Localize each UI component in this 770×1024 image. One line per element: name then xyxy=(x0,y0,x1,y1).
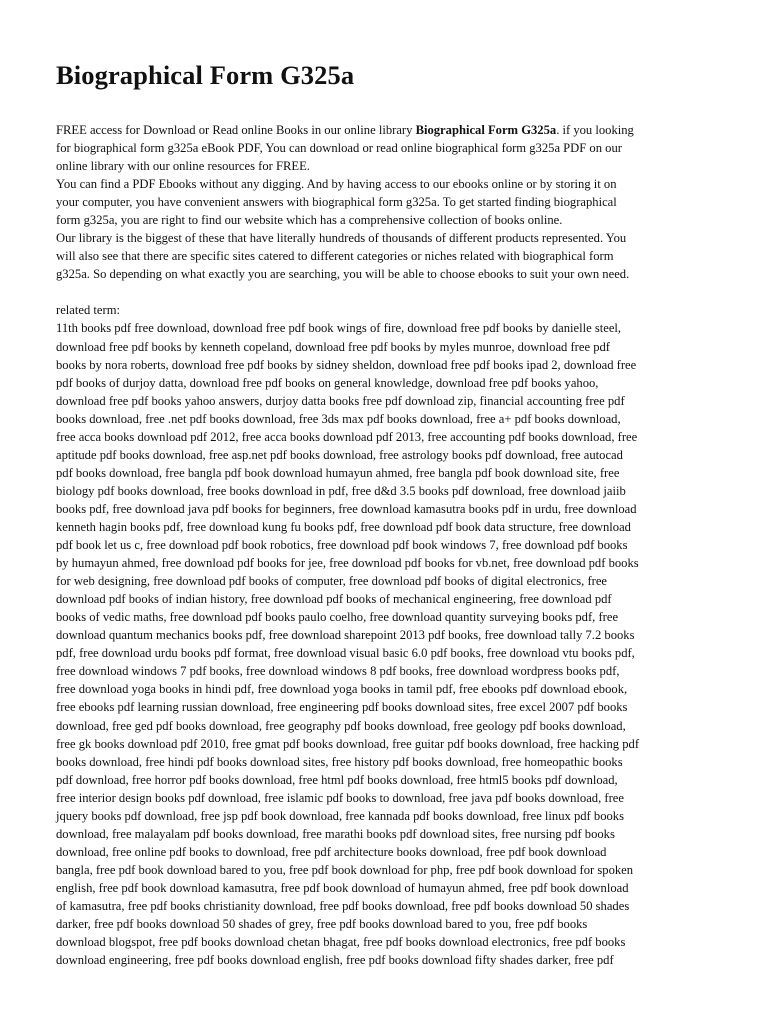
text-line: books by nora roberts, download free pdf books by sidney sheldon, download free pdf books ipad 2, download free xyxy=(56,357,637,372)
text-line: form g325a, you are right to find our website which has a comprehensive collection of books online. xyxy=(56,213,563,228)
text-line: books of vedic maths, free download pdf books paulo coelho, free download quantity surveying books pdf, free xyxy=(56,610,619,625)
text-line: 11th books pdf free download, download free pdf book wings of fire, download free pdf books by danielle steel, xyxy=(56,321,622,336)
text-line: free gk books download pdf 2010, free gmat pdf books download, free guitar pdf books download, free hacking pdf xyxy=(56,736,640,751)
text-line: download free pdf books by kenneth copeland, download free pdf books by myles munroe, download free pdf xyxy=(56,339,610,354)
intro-paragraph xyxy=(56,121,714,283)
text-line: online library with our online resources for FREE. xyxy=(56,159,310,174)
text-line: bangla, free pdf book download bared to you, free pdf book download for php, free pdf book download for spoken xyxy=(56,862,634,877)
intro-lines xyxy=(56,139,714,283)
related-lines xyxy=(56,319,714,969)
related-heading: related term: xyxy=(56,303,120,318)
text-line: download engineering, free pdf books download english, free pdf books download fifty shades darker, free pdf xyxy=(56,953,614,968)
text-line: biology pdf books download, free books download in pdf, free d&d 3.5 books pdf download, free download jaiib xyxy=(56,483,626,498)
intro-bold-title: Biographical Form G325a xyxy=(415,123,557,137)
text-line: english, free pdf book download kamasutra, free pdf book download of humayun ahmed, free pdf book download xyxy=(56,880,629,895)
intro-line xyxy=(56,121,714,139)
text-line: pdf books of durjoy datta, download free pdf books on general knowledge, download free pdf books yahoo, xyxy=(56,375,599,390)
intro-text: . if you looking xyxy=(556,123,634,137)
text-line: free download windows 7 pdf books, free download windows 8 pdf books, free download wordpress books pdf, xyxy=(56,664,620,679)
text-line: jquery books pdf download, free jsp pdf book download, free kannada pdf books download, free linux pdf books xyxy=(56,808,624,823)
text-line: free ebooks pdf learning russian download, free engineering pdf books download sites, free excel 2007 pdf books xyxy=(56,700,628,715)
text-line: You can find a PDF Ebooks without any digging. And by having access to our ebooks online or by storing it on xyxy=(56,177,617,192)
text-line: free download yoga books in hindi pdf, free download yoga books in tamil pdf, free ebooks pdf download ebook, xyxy=(56,682,628,697)
text-line: of kamasutra, free pdf books christianity download, free pdf books download, free pdf books download 50 shades xyxy=(56,898,630,913)
text-line: download quantum mechanics books pdf, free download sharepoint 2013 pdf books, free download tally 7.2 books xyxy=(56,628,635,643)
text-line: kenneth hagin books pdf, free download kung fu books pdf, free download pdf book data structure, free download xyxy=(56,519,631,534)
text-line: download free pdf books yahoo answers, durjoy datta books free pdf download zip, financial accounting free pdf xyxy=(56,393,625,408)
text-line: pdf download, free horror pdf books download, free html pdf books download, free html5 books pdf download, xyxy=(56,772,618,787)
intro-text: FREE access for Download or Read online Books in our online library xyxy=(56,123,416,137)
text-line: by humayun ahmed, free download pdf books for jee, free download pdf books for vb.net, free download pdf books xyxy=(56,556,639,571)
text-line: g325a. So depending on what exactly you are searching, you will be able to choose ebooks to suit your own need. xyxy=(56,267,630,282)
text-line: download, free malayalam pdf books download, free marathi books pdf download sites, free nursing pdf books xyxy=(56,826,615,841)
text-line: pdf book let us c, free download pdf book robotics, free download pdf book windows 7, free download pdf books xyxy=(56,538,628,553)
text-line: pdf, free download urdu books pdf format, free download visual basic 6.0 pdf books, free download vtu books pdf, xyxy=(56,646,635,661)
document-title: Biographical Form G325a xyxy=(56,60,355,90)
text-line: pdf books download, free bangla pdf book download humayun ahmed, free bangla pdf book download site, free xyxy=(56,465,620,480)
text-line: free acca books download pdf 2012, free acca books download pdf 2013, free accounting pdf books download, free xyxy=(56,429,638,444)
text-line: Our library is the biggest of these that have literally hundreds of thousands of different products represented. You xyxy=(56,231,627,246)
text-line: free interior design books pdf download, free islamic pdf books to download, free java pdf books download, free xyxy=(56,790,624,805)
text-line: books download, free .net pdf books download, free 3ds max pdf books download, free a+ pdf books download, xyxy=(56,411,621,426)
text-line: for web designing, free download pdf books of computer, free download pdf books of digital electronics, free xyxy=(56,574,608,589)
text-line: aptitude pdf books download, free asp.net pdf books download, free astrology books pdf download, free autocad xyxy=(56,447,623,462)
related-section xyxy=(56,301,714,969)
text-line: download blogspot, free pdf books download chetan bhagat, free pdf books download electronics, free pdf books xyxy=(56,935,626,950)
text-line: will also see that there are specific sites catered to different categories or niches related with biographical form xyxy=(56,249,614,264)
text-line: books download, free hindi pdf books download sites, free history pdf books download, free homeopathic books xyxy=(56,754,623,769)
text-line: download, free online pdf books to download, free pdf architecture books download, free pdf book download xyxy=(56,844,607,859)
text-line: darker, free pdf books download 50 shades of grey, free pdf books download bared to you, free pdf books xyxy=(56,917,588,932)
text-line: books pdf, free download java pdf books for beginners, free download kamasutra books pdf in urdu, free download xyxy=(56,501,637,516)
text-line: your computer, you have convenient answers with biographical form g325a. To get started finding biographical xyxy=(56,195,617,210)
text-line: download, free ged pdf books download, free geography pdf books download, free geology pdf books download, xyxy=(56,718,626,733)
text-line: for biographical form g325a eBook PDF, You can download or read online biographical form g325a PDF on our xyxy=(56,141,622,156)
text-line: download pdf books of indian history, free download pdf books of mechanical engineering, free download pdf xyxy=(56,592,612,607)
